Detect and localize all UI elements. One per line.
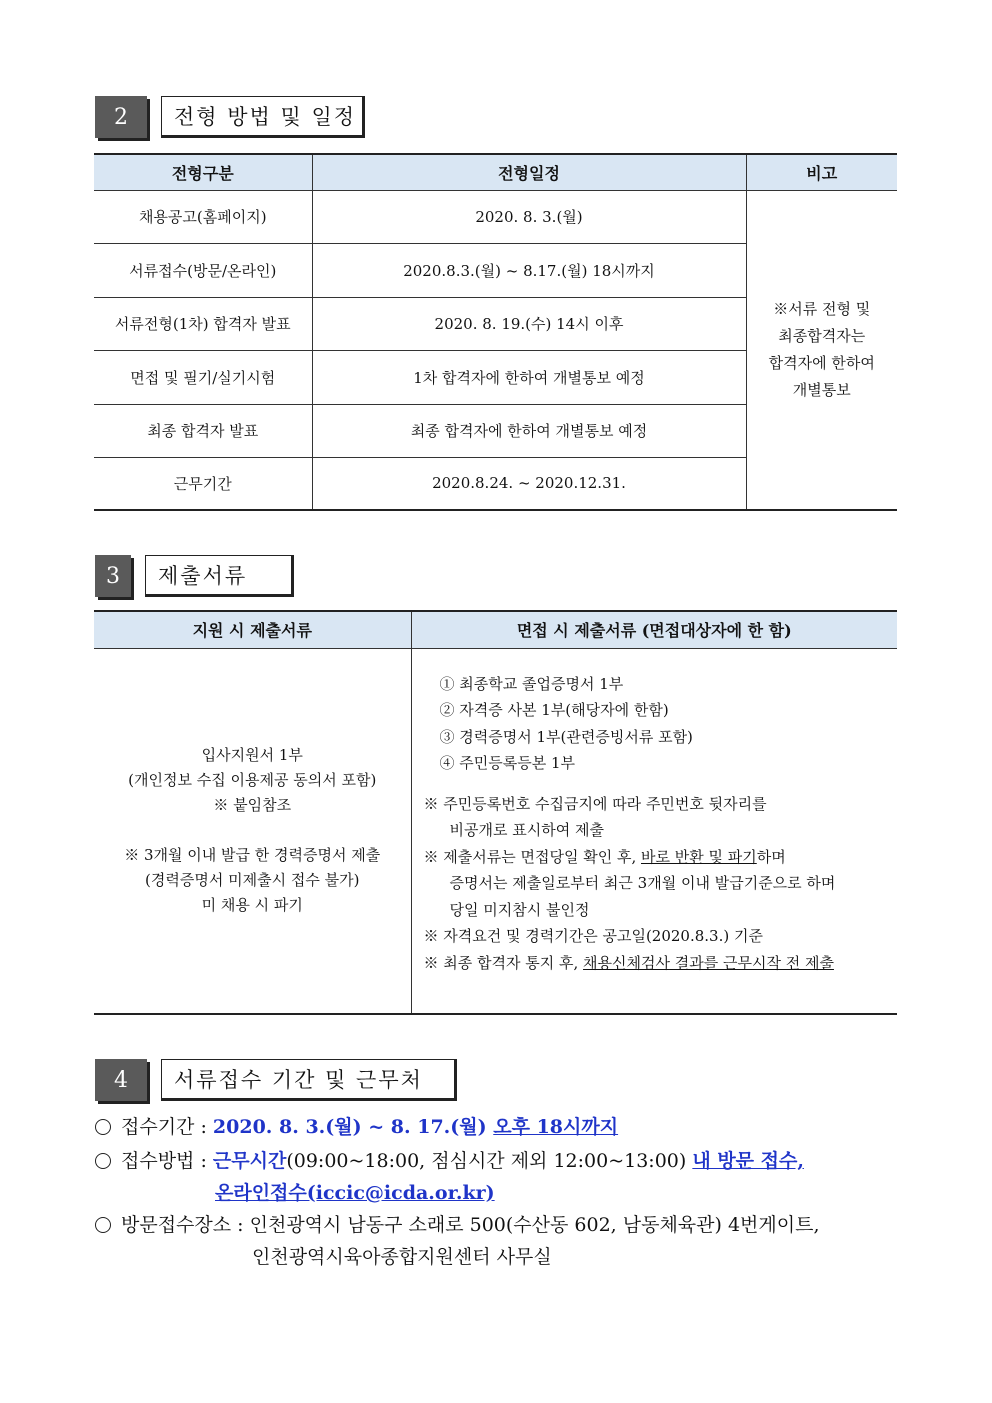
note-line: 합격자에 한하여 [768,353,875,372]
note-line: ※서류 전형 및 [773,299,871,318]
note-text: ※ 최종 합격자 통지 후, [423,953,584,972]
doc-line: 미 채용 시 파기 [201,896,303,915]
table-cell: 채용공고(홈페이지) [94,190,312,243]
application-docs-cell [94,648,411,1014]
note-line: 비공개로 표시하여 제출 [449,821,604,839]
section-2-heading [95,96,365,138]
list-item: ③ 경력증명서 1부(관련증빙서류 포함) [439,727,693,746]
receipt-method-line [95,1146,804,1173]
note-line: ※ 주민등록번호 수집금지에 따라 주민번호 뒷자리를 [423,794,767,813]
bullet-circle-icon [95,1153,111,1169]
table-cell: 최종 합격자에 한하여 개별통보 예정 [312,404,746,457]
note-underlined: 채용신체검사 결과를 근무시작 전 제출 [583,953,834,972]
note-text: ※ 제출서류는 면접당일 확인 후, [423,847,641,866]
visit-location-line [95,1210,820,1237]
col-header: 전형일정 [312,154,746,190]
table-cell: 2020.8.24. ~ 2020.12.31. [312,457,746,510]
table-cell: 1차 합격자에 한하여 개별통보 예정 [312,350,746,404]
highlight: 2020. 8. 3.(월) ~ 8. 17.(월) [212,1116,494,1138]
section-4-heading [95,1059,457,1101]
section-number: 4 [95,1059,147,1101]
section-title: 전형 방법 및 일정 [161,96,365,138]
col-header: 면접 시 제출서류 (면접대상자에 한 함) [411,611,897,648]
label: 접수기간 : [121,1116,213,1138]
visit-location-line-2: 인천광역시육아종합지원센터 사무실 [252,1246,552,1268]
doc-line: (개인정보 수집 이용제공 동의서 포함) [128,771,377,790]
note-line: ※ 자격요건 및 경력기간은 공고일(2020.8.3.) 기준 [423,927,763,945]
table-cell: 서류전형(1차) 합격자 발표 [94,297,312,350]
note-line [424,950,898,977]
highlight-underlined: 오후 18시까지 [493,1116,619,1138]
note-line: 최종합격자는 [778,326,866,345]
text: (09:00~18:00, 점심시간 제외 12:00~13:00) [286,1150,693,1172]
note-underlined: 바로 반환 및 파기 [641,847,757,866]
label: 접수방법 : [121,1150,213,1172]
section-number: 2 [95,96,147,138]
list-item: ② 자격증 사본 1부(해당자에 한함) [439,701,669,719]
section-number: 3 [95,555,131,597]
table-cell: 최종 합격자 발표 [94,404,312,457]
doc-line: 입사지원서 1부 [201,746,303,765]
highlight-underlined: 내 방문 접수, [692,1150,804,1172]
note-cell [746,190,897,510]
documents-table [94,610,897,1015]
table-cell: 2020. 8. 19.(수) 14시 이후 [312,297,746,350]
note-line: 증명서는 제출일로부터 최근 3개월 이내 발급기준으로 하며 [449,874,836,892]
text: 방문접수장소 : 인천광역시 남동구 소래로 500(수산동 602, 남동체육관) 4번게이트, [121,1214,820,1236]
table-cell: 근무기간 [94,457,312,510]
section-title: 서류접수 기간 및 근무처 [161,1059,457,1101]
note-line: 개별통보 [792,380,851,399]
note-line: 당일 미지참시 불인정 [449,900,590,919]
col-header: 비고 [746,154,897,190]
doc-line [94,818,411,843]
interview-docs-cell [411,648,897,1014]
col-header: 전형구분 [94,154,312,190]
doc-line: ※ 3개월 이내 발급 한 경력증명서 제출 [124,846,381,865]
bullet-circle-icon [95,1217,111,1233]
table-cell: 2020.8.3.(월) ~ 8.17.(월) 18시까지 [312,243,746,297]
note-text: 하며 [756,847,786,866]
list-item: ④ 주민등록등본 1부 [439,754,576,772]
col-header: 지원 시 제출서류 [94,611,411,648]
highlight: 근무시간 [212,1150,287,1172]
doc-line: ※ 붙임참조 [213,796,292,815]
table-cell: 서류접수(방문/온라인) [94,243,312,297]
email-link[interactable]: 온라인접수(iccic@icda.or.kr) [215,1182,495,1204]
bullet-circle-icon [95,1119,111,1135]
schedule-table [94,153,897,511]
table-cell: 2020. 8. 3.(월) [312,190,746,243]
section-3-heading [95,555,294,597]
online-receipt-line [215,1178,495,1205]
list-item: ① 최종학교 졸업증명서 1부 [439,674,624,693]
note-line [424,844,898,871]
section-title: 제출서류 [145,555,294,597]
receipt-period-line [95,1112,618,1139]
doc-line: (경력증명서 미제출시 접수 불가) [145,871,360,890]
table-cell: 면접 및 필기/실기시험 [94,350,312,404]
